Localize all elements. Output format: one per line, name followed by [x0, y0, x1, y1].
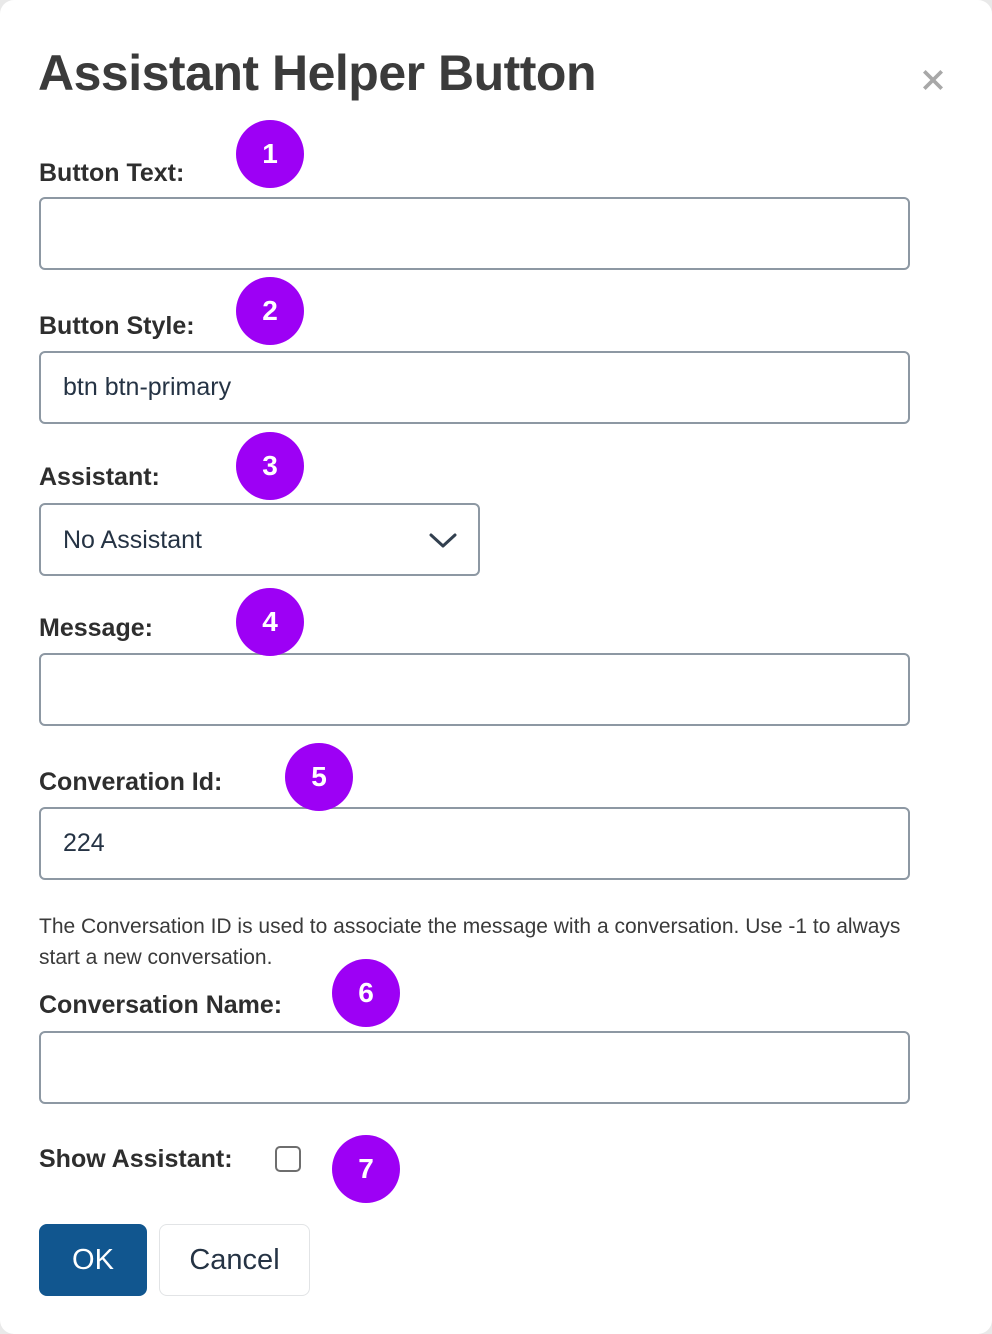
annotation-badge-4: 4: [236, 588, 304, 656]
message-label: Message:: [39, 614, 153, 642]
annotation-badge-5: 5: [285, 743, 353, 811]
close-button[interactable]: [905, 52, 961, 108]
show-assistant-checkbox[interactable]: [275, 1146, 301, 1172]
conversation-name-label: Conversation Name:: [39, 991, 283, 1019]
assistant-select-wrap: [39, 503, 480, 576]
annotation-badge-6: 6: [332, 959, 400, 1027]
button-text-label: Button Text:: [39, 159, 185, 187]
button-style-label: Button Style:: [39, 312, 195, 340]
conversation-id-label: Converation Id:: [39, 768, 223, 796]
assistant-label: Assistant:: [39, 463, 160, 491]
close-icon: [916, 63, 950, 97]
message-input[interactable]: [39, 653, 910, 726]
conversation-id-input[interactable]: [39, 807, 910, 880]
conversation-name-input[interactable]: [39, 1031, 910, 1104]
annotation-badge-3: 3: [236, 432, 304, 500]
dialog-header: [0, 0, 992, 125]
annotation-badge-2: 2: [236, 277, 304, 345]
annotation-badge-7: 7: [332, 1135, 400, 1203]
assistant-select[interactable]: [39, 503, 480, 576]
cancel-button[interactable]: Cancel: [159, 1224, 310, 1296]
annotation-badge-1: 1: [236, 120, 304, 188]
button-style-input[interactable]: [39, 351, 910, 424]
ok-button[interactable]: OK: [39, 1224, 147, 1296]
show-assistant-label: Show Assistant:: [39, 1145, 233, 1173]
button-text-input[interactable]: [39, 197, 910, 270]
page-title: Assistant Helper Button: [38, 45, 597, 101]
conversation-id-help-text: The Conversation ID is used to associate the message with a conversation. Use -1 to always start a new conversation.: [39, 915, 901, 969]
